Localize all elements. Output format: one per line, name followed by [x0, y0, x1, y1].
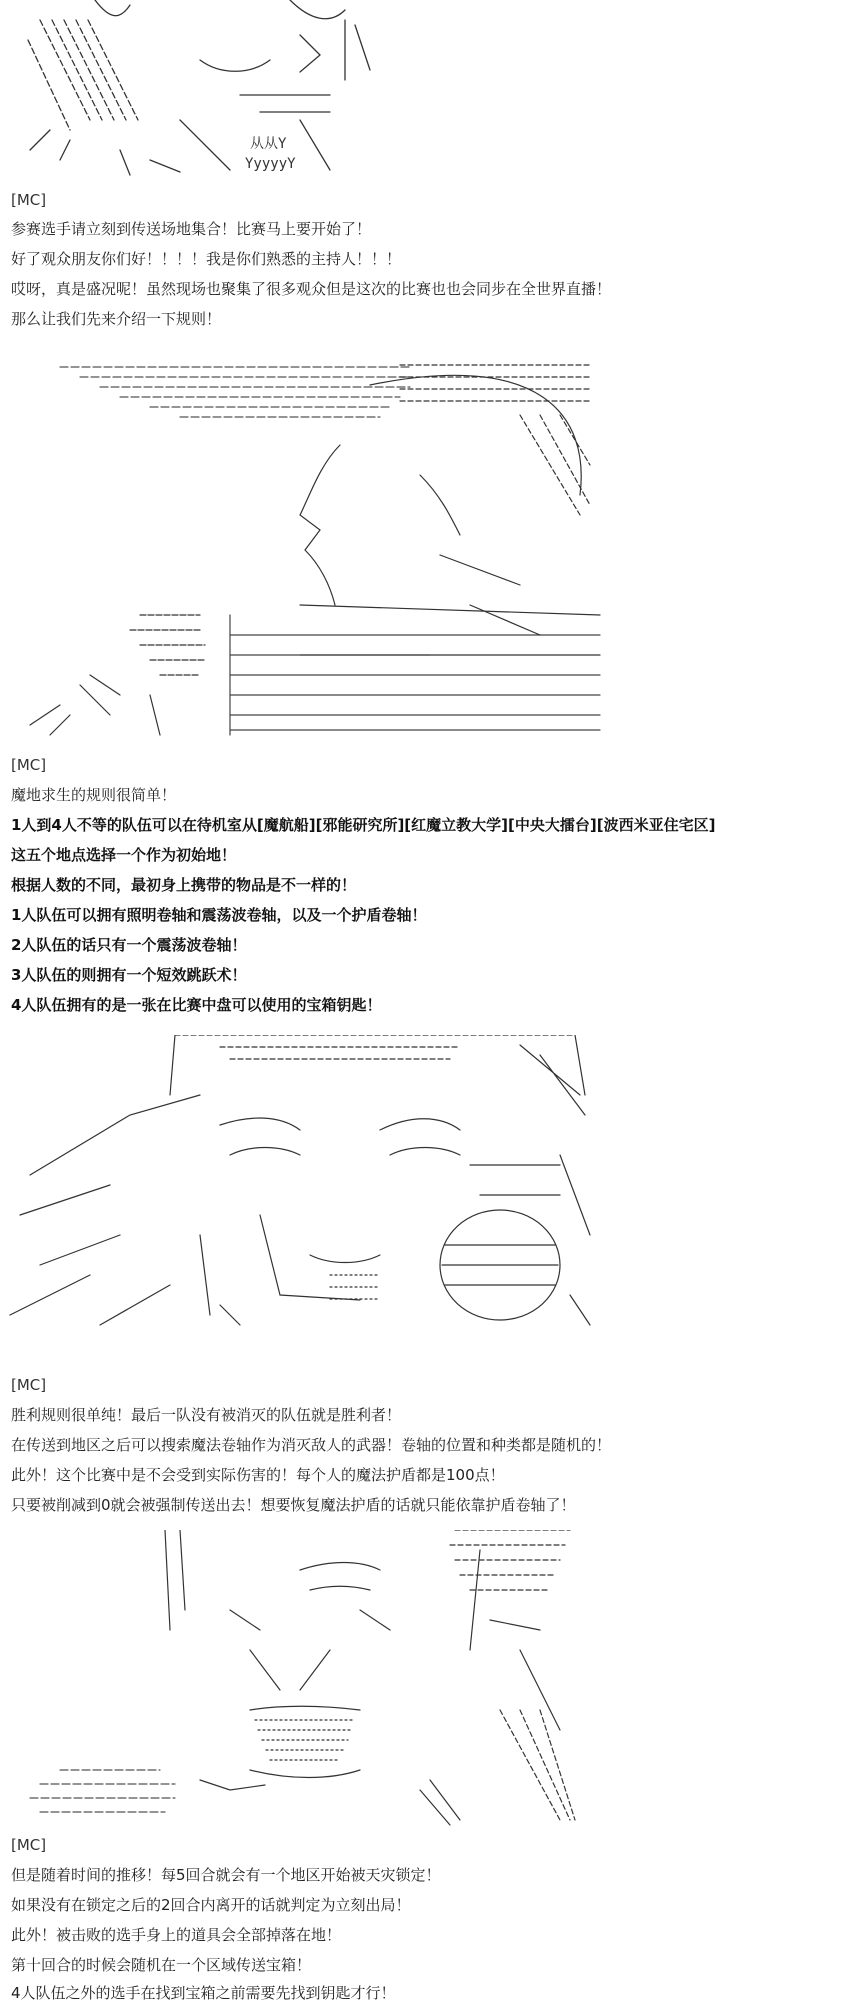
svg-text:YyyyyY: YyyyyY: [245, 156, 296, 172]
dialogue-line-bold: 1人队伍可以拥有照明卷轴和震荡波卷轴，以及一个护盾卷轴！: [11, 906, 427, 924]
mc-face-closeup-art: [0, 0, 850, 178]
dialogue-line: 此外！这个比赛中是不会受到实际伤害的！每个人的魔法护盾都是100点！: [11, 1466, 505, 1484]
speaker-tag: [MC]: [11, 191, 47, 209]
dialogue-line: 魔地求生的规则很简单！: [11, 786, 177, 804]
dialogue-line: 第十回合的时候会随机在一个区域传送宝箱！: [11, 1956, 312, 1974]
dialogue-line: 哎呀，真是盛况呢！虽然现场也聚集了很多观众但是这次的比赛也也会同步在全世界直播！: [11, 280, 612, 298]
dialogue-line: 此外！被击败的选手身上的道具会全部掉落在地！: [11, 1926, 342, 1944]
speaker-tag: [MC]: [11, 756, 47, 774]
dialogue-line: 如果没有在锁定之后的2回合内离开的话就判定为立刻出局！: [11, 1896, 411, 1914]
dialogue-line: 那么让我们先来介绍一下规则！: [11, 310, 222, 328]
dialogue-line: 但是随着时间的推移！每5回合就会有一个地区开始被天灾锁定！: [11, 1866, 441, 1884]
mc-shouting-face-art: [0, 1530, 850, 1830]
dialogue-line-bold: 根据人数的不同，最初身上携带的物品是不一样的！: [11, 876, 357, 894]
svg-text:从从Y: 从从Y: [250, 136, 287, 152]
dialogue-line: 在传送到地区之后可以搜索魔法卷轴作为消灭敌人的武器！卷轴的位置和种类都是随机的！: [11, 1436, 612, 1454]
dialogue-line: 胜利规则很单纯！最后一队没有被消灭的队伍就是胜利者！: [11, 1406, 402, 1424]
dialogue-line-bold: 4人队伍拥有的是一张在比赛中盘可以使用的宝箱钥匙！: [11, 996, 382, 1014]
dialogue-line: 只要被削减到0就会被强制传送出去！想要恢复魔法护盾的话就只能依靠护盾卷轴了！: [11, 1496, 576, 1514]
dialogue-line-bold: 2人队伍的话只有一个震荡波卷轴！: [11, 936, 247, 954]
speaker-tag: [MC]: [11, 1836, 47, 1854]
mc-intense-face-with-microphone-art: [0, 1035, 850, 1335]
dialogue-line-bold: 1人到4人不等的队伍可以在待机室从[魔航船][邪能研究所][红魔立教大学][中央大擂台][波西米亚住宅区]: [11, 816, 716, 834]
mc-profile-with-microphone-art: [0, 355, 850, 737]
dialogue-line-bold: 这五个地点选择一个作为初始地！: [11, 846, 237, 864]
dialogue-line: 好了观众朋友你们好！！！！我是你们熟悉的主持人！！！: [11, 250, 402, 268]
dialogue-line: 4人队伍之外的选手在找到宝箱之前需要先找到钥匙才行！: [11, 1984, 396, 2002]
dialogue-line: 参赛选手请立刻到传送场地集合！比赛马上要开始了！: [11, 220, 372, 238]
speaker-tag: [MC]: [11, 1376, 47, 1394]
dialogue-line-bold: 3人队伍的则拥有一个短效跳跃术！: [11, 966, 247, 984]
